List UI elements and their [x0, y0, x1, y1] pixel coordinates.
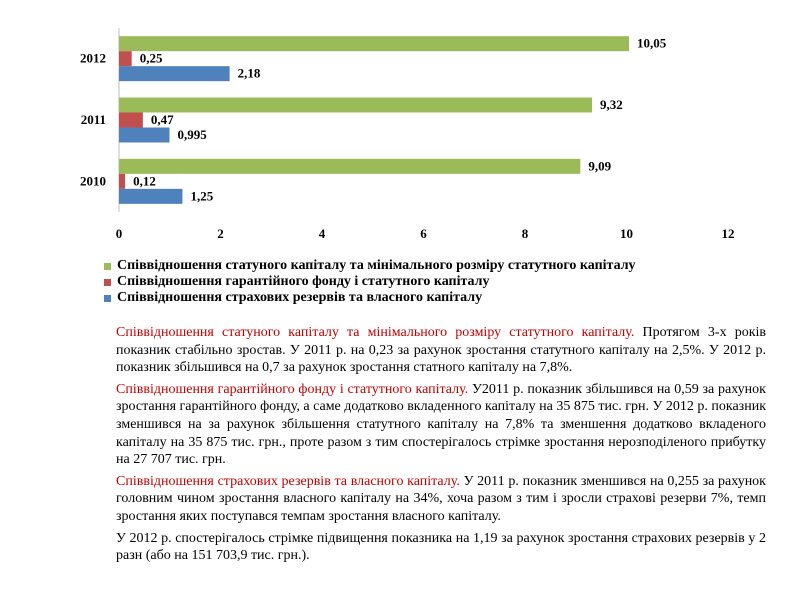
paragraph-body: У 2012 р. спостерігалось стрімке підвищення показника на 1,19 за рахунок зростання страхових резервів у 2 разн (або на 151 703,9 тис. грн.). [116, 530, 766, 564]
paragraph [116, 530, 766, 565]
bar [119, 159, 580, 174]
y-tick-label: 2011 [80, 112, 106, 127]
x-tick-label: 0 [115, 226, 123, 241]
legend-item [104, 274, 636, 290]
bar [119, 113, 143, 128]
bar [119, 51, 132, 66]
legend-swatch-green [104, 263, 111, 270]
x-tick-label: 6 [420, 226, 427, 241]
bar [119, 36, 629, 51]
data-label: 0,25 [139, 50, 163, 66]
bar [119, 128, 169, 143]
paragraph [116, 473, 766, 526]
paragraph [116, 381, 766, 469]
legend-swatch-blue [104, 295, 111, 302]
data-label: 1,25 [190, 188, 214, 204]
data-label: 0,47 [150, 112, 174, 127]
chart-legend [104, 258, 636, 306]
legend-label: Співвідношення страхових резервів та власного капіталу [117, 290, 483, 305]
legend-item [104, 258, 636, 274]
paragraph-heading: Співвідношення статуного капіталу та мінімального розміру статутного капіталу. [116, 325, 635, 340]
paragraph-heading: Співвідношення страхових резервів та власного капіталу. [116, 473, 460, 489]
paragraph-body: Протягом 3-х років показник стабільно зростав. У 2011 р. на 0,23 за рахунок зростання статутного капіталу на 2,5%. У 2012 р. показник збільшився на 0,7 за рахунок зростання статного капіталу на 7,8%. [116, 325, 767, 376]
data-label: 0,995 [177, 127, 207, 142]
data-label: 9,09 [588, 158, 612, 174]
paragraph-heading: Співвідношення гарантійного фонду і статутного капіталу. [116, 381, 469, 397]
bar [119, 174, 125, 189]
legend-swatch-red [104, 279, 111, 286]
analysis-text [116, 324, 766, 569]
paragraph [116, 324, 766, 377]
data-label: 10,05 [637, 35, 667, 51]
bar [119, 66, 230, 81]
paragraph-body: У 2011 р. показник зменшився на 0,255 за рахунок головним чином зростання власного капіталу на 34%, хоча разом з тим і зросли страхові резерви 7%, темп зростання яких поступався темпам зростання власного капіталу. [116, 473, 766, 524]
data-label: 2,18 [237, 65, 261, 81]
x-tick-label: 2 [217, 226, 224, 241]
bar [119, 98, 592, 113]
x-tick-label: 10 [620, 226, 633, 241]
legend-label: Співвідношення гарантійного фонду і статутного капіталу [117, 274, 490, 289]
legend-item [104, 290, 636, 306]
x-tick-label: 8 [521, 226, 529, 241]
legend-label: Співвідношення статуного капіталу та мінімального розміру статутного капіталу [117, 258, 636, 273]
data-label: 0,12 [133, 173, 156, 189]
x-tick-label: 4 [318, 226, 326, 241]
x-tick-label: 12 [721, 226, 735, 241]
data-label: 9,32 [599, 97, 623, 112]
y-tick-label: 2010 [80, 173, 106, 189]
y-tick-label: 2012 [80, 50, 106, 66]
bar [119, 189, 182, 204]
paragraph-body: У2011 р. показник збільшився на 0,59 за рахунок зростання гарантійного фонду, а саме додатково вкладенного капіталу на 35 875 тис. грн. У 2012 р. показник зменшився на за рахунок збільшення статутного капіталу на 7,8% та зменшення додатково вкладеного капіталу на 35 875 тис. грн., проте разом з тим спостерігалось стрімке зростання нерозподіленого прибутку на 27 707 тис. грн. [116, 381, 766, 468]
